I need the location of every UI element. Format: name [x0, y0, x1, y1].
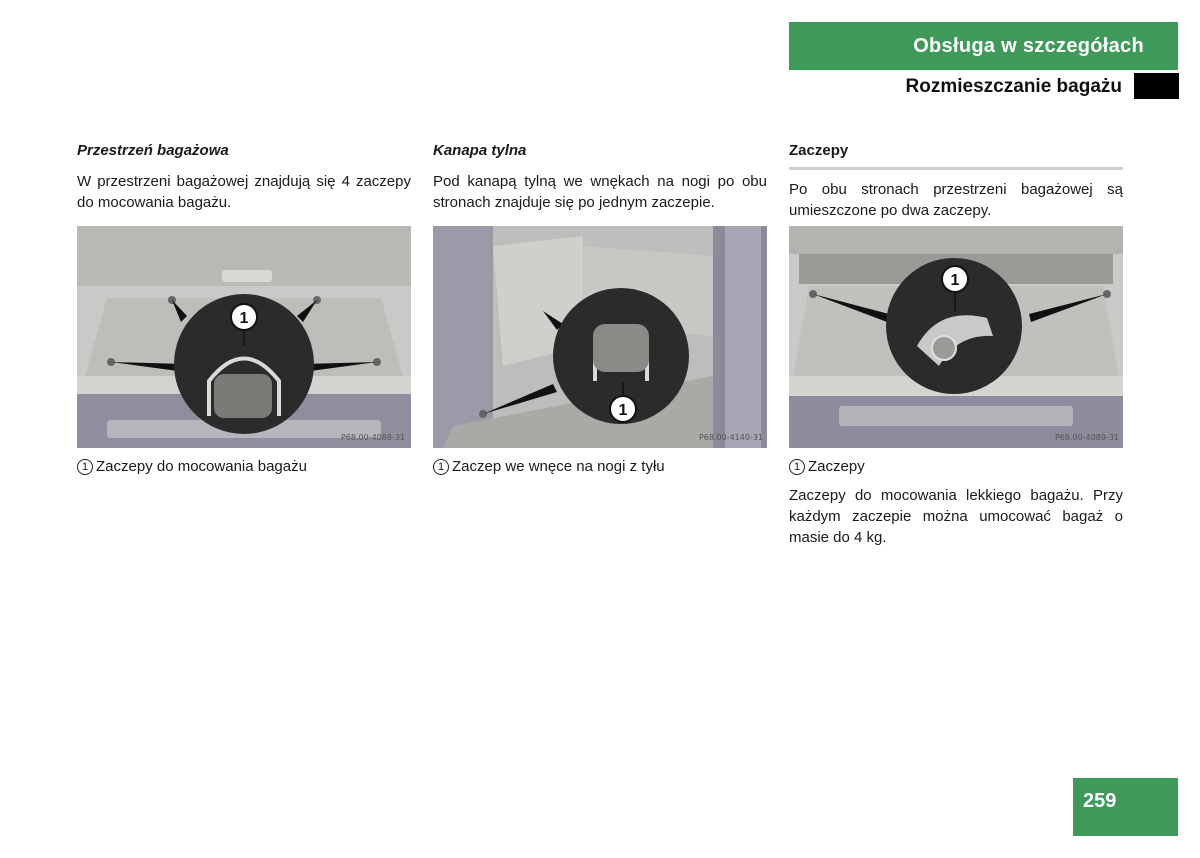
photo-code: P68.00-4140-31 — [698, 433, 763, 442]
caption-luggage-hooks — [77, 457, 307, 477]
caption-hooks — [789, 457, 865, 477]
photo-code: P68.00-4089-31 — [1054, 433, 1119, 442]
column-text: Po obu stronach przestrzeni bagażowej są umieszczone po dwa zaczepy. — [789, 181, 1123, 219]
hooks-description — [789, 485, 1123, 548]
photo-code: P68.00-4088-31 — [340, 433, 405, 442]
column-text: W przestrzeni bagażowej znajdują się 4 zaczepy do mocowania bagażu. — [77, 173, 411, 211]
column-luggage-space — [77, 141, 411, 213]
column-text: Pod kanapą tylną we wnękach na nogi po obu stronach znajduje się po jednym zaczepie. — [433, 173, 767, 211]
heading-rule — [789, 167, 1123, 170]
column-heading: Kanapa tylna — [433, 142, 527, 159]
caption-text: Zaczep we wnęce na nogi z tyłu — [452, 458, 665, 475]
rear-footwell-photo — [433, 226, 767, 448]
subsection-title: Rozmieszczanie bagażu — [905, 76, 1122, 97]
column-heading: Zaczepy — [789, 142, 849, 159]
page-number: 259 — [1073, 778, 1178, 836]
luggage-space-photo — [77, 226, 411, 448]
section-title: Obsługa w szczegółach — [789, 22, 1178, 70]
hooks-description-text: Zaczepy do mocowania lekkiego bagażu. Przy każdym zaczepie można umocować bagaż o masie do 4 kg. — [789, 487, 1123, 546]
cargo-hooks-photo — [789, 226, 1123, 448]
column-rear-bench — [433, 141, 767, 213]
caption-number-circle: 1 — [77, 459, 93, 475]
caption-number-circle: 1 — [433, 459, 449, 475]
column-heading: Przestrzeń bagażowa — [77, 142, 229, 159]
photo-callout: 1 — [618, 402, 628, 419]
column-hooks — [789, 141, 1123, 221]
caption-footwell-hook — [433, 457, 665, 477]
photo-callout: 1 — [950, 272, 960, 289]
subsection-marker — [1134, 73, 1179, 99]
caption-text: Zaczepy do mocowania bagażu — [96, 458, 307, 475]
caption-number-circle: 1 — [789, 459, 805, 475]
photo-callout: 1 — [239, 310, 249, 327]
caption-text: Zaczepy — [808, 458, 865, 475]
